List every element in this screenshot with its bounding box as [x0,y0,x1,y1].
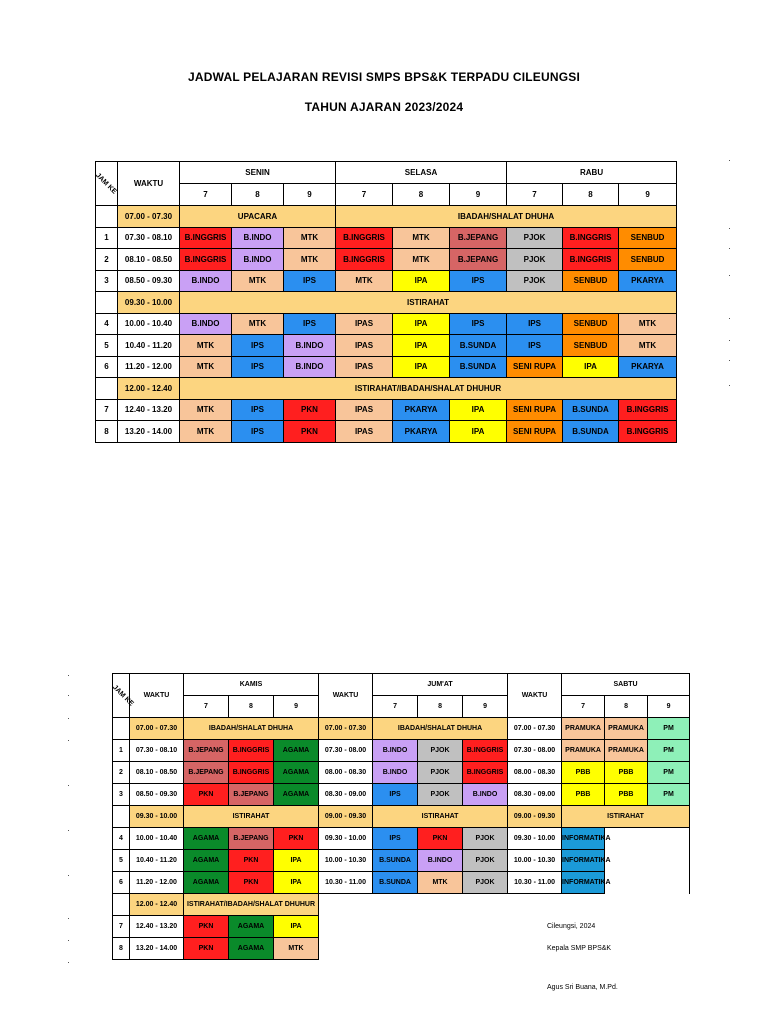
jam-number: 8 [96,421,118,443]
subject-cell: PRAMUKA [605,718,648,740]
subject-cell: SENBUD [563,270,619,292]
subject-cell: IPA [274,872,319,894]
class-header: 7 [184,696,229,718]
subject-cell: IPS [507,313,563,335]
subject-cell: B.INDO [463,784,508,806]
subject-cell: INFORMATIKA [562,828,605,850]
jam-number: 3 [113,784,130,806]
class-header: 9 [450,184,507,206]
subject-cell: MTK [284,227,336,249]
class-header: 7 [180,184,232,206]
subject-cell: PKN [184,938,229,960]
subject-cell: MTK [619,313,677,335]
subject-cell: PKARYA [619,270,677,292]
table-row [96,206,677,228]
subject-cell: PKN [184,784,229,806]
page-title: JADWAL PELAJARAN REVISI SMPS BPS&K TERPADU CILEUNGSI [187,70,580,84]
waktu-cell: 10.00 - 10.30 [319,850,373,872]
jam-number: 1 [113,740,130,762]
subject-cell: IPA [450,421,507,443]
jam-ke-header [96,162,118,206]
jam-number [113,718,130,740]
jam-number: 7 [96,399,118,421]
margin-dot [68,718,69,719]
waktu-cell: 12.40 - 13.20 [130,916,184,938]
subject-cell: PKARYA [393,399,450,421]
subject-cell: PM [648,762,690,784]
class-header: 8 [229,696,274,718]
waktu-cell: 10.30 - 11.00 [508,872,562,894]
subject-cell: B.JEPANG [184,740,229,762]
subject-cell: B.SUNDA [450,356,507,378]
jam-number: 2 [96,249,118,271]
subject-cell: IPA [393,335,450,357]
subject-cell: B.INDO [418,850,463,872]
subject-cell: PJOK [418,762,463,784]
class-header: 8 [232,184,284,206]
table-row [113,894,690,916]
table-row [96,292,677,314]
subject-cell: B.INGGRIS [336,249,393,271]
subject-cell: MTK [393,227,450,249]
subject-cell: PJOK [507,270,563,292]
subject-cell: PM [648,784,690,806]
subject-cell: MTK [180,421,232,443]
margin-dot [729,275,730,276]
subject-cell: B.JEPANG [450,249,507,271]
table-row [96,270,677,292]
jam-number [113,894,130,916]
subject-cell: PKN [418,828,463,850]
subject-cell: SENBUD [563,335,619,357]
waktu-cell: 09.00 - 09.30 [508,806,562,828]
table-row [113,740,690,762]
waktu-cell: 12.00 - 12.40 [130,894,184,916]
margin-dot [68,940,69,941]
waktu-cell: 08.50 - 09.30 [130,784,184,806]
subject-cell: PBB [562,762,605,784]
subject-cell: PJOK [463,872,508,894]
subject-cell: AGAMA [184,850,229,872]
waktu-cell: 10.40 - 11.20 [130,850,184,872]
margin-dot [68,875,69,876]
subject-cell: SENI RUPA [507,399,563,421]
subject-cell: MTK [232,270,284,292]
subject-cell: IPAS [336,313,393,335]
waktu-header: WAKTU [118,162,180,206]
subject-cell: SENI RUPA [507,421,563,443]
subject-cell: PRAMUKA [562,740,605,762]
subject-cell: MTK [180,335,232,357]
subject-cell: IPS [373,784,418,806]
table-row [96,335,677,357]
subject-cell: PM [648,718,690,740]
subject-cell: PJOK [463,828,508,850]
empty-cell [319,894,690,916]
class-header: 8 [393,184,450,206]
subject-cell: MTK [284,249,336,271]
waktu-cell: 09.30 - 10.00 [118,292,180,314]
day-header: SENIN [180,162,336,184]
page-subtitle: TAHUN AJARAN 2023/2024 [304,100,464,114]
jam-number: 2 [113,762,130,784]
subject-cell: IPAS [336,399,393,421]
waktu-cell: 07.30 - 08.00 [508,740,562,762]
jam-number [96,206,118,228]
subject-cell: IPS [507,335,563,357]
class-header: 9 [463,696,508,718]
class-header: 8 [418,696,463,718]
schedule-table-mon-wed [95,161,677,443]
subject-cell: MTK [336,270,393,292]
jam-number [96,378,118,400]
schedule-table-thu-sat [112,673,690,960]
subject-cell: IPA [563,356,619,378]
subject-cell: PKN [229,850,274,872]
day-header: SABTU [562,674,690,696]
waktu-cell: 09.30 - 10.00 [508,828,562,850]
class-header: 7 [562,696,605,718]
waktu-cell: 07.30 - 08.10 [130,740,184,762]
subject-cell: MTK [619,335,677,357]
margin-dot [68,830,69,831]
break-cell: IBADAH/SHALAT DHUHA [373,718,508,740]
waktu-cell: 12.40 - 13.20 [118,399,180,421]
subject-cell: B.INDO [232,227,284,249]
subject-cell: PJOK [418,784,463,806]
subject-cell: IPS [232,335,284,357]
subject-cell: AGAMA [274,740,319,762]
subject-cell: MTK [232,313,284,335]
subject-cell: PKN [284,421,336,443]
day-header: RABU [507,162,677,184]
jam-number: 3 [96,270,118,292]
jam-number: 6 [96,356,118,378]
subject-cell: IPS [373,828,418,850]
class-header: 7 [373,696,418,718]
subject-cell: B.INGGRIS [563,249,619,271]
jam-number: 7 [113,916,130,938]
empty-cell [319,938,690,960]
subject-cell: B.INDO [373,762,418,784]
waktu-cell: 11.20 - 12.00 [130,872,184,894]
subject-cell: B.INDO [232,249,284,271]
margin-dot [68,695,69,696]
waktu-cell: 13.20 - 14.00 [118,421,180,443]
subject-cell: IPA [274,850,319,872]
subject-cell: AGAMA [274,762,319,784]
subject-cell: PBB [605,762,648,784]
subject-cell: PBB [562,784,605,806]
subject-cell: B.SUNDA [450,335,507,357]
waktu-cell: 10.00 - 10.30 [508,850,562,872]
jam-number: 5 [96,335,118,357]
jam-number: 4 [113,828,130,850]
waktu-cell: 13.20 - 14.00 [130,938,184,960]
subject-cell: B.JEPANG [229,828,274,850]
margin-dot [729,340,730,341]
signature-position: Kepala SMP BPS&K [547,945,612,952]
waktu-cell: 11.20 - 12.00 [118,356,180,378]
subject-cell: IPAS [336,356,393,378]
subject-cell: B.JEPANG [450,227,507,249]
subject-cell: IPA [274,916,319,938]
subject-cell: SENI RUPA [507,356,563,378]
table-row [96,313,677,335]
break-cell: UPACARA [180,206,336,228]
subject-cell: MTK [418,872,463,894]
break-cell: ISTIRAHAT [562,806,690,828]
waktu-cell: 12.00 - 12.40 [118,378,180,400]
subject-cell: PKN [184,916,229,938]
subject-cell: INFORMATIKA [562,872,605,894]
subject-cell: SENBUD [619,249,677,271]
class-header: 8 [605,696,648,718]
subject-cell: IPS [450,313,507,335]
table-row [96,421,677,443]
signature-place-date: Cileungsi, 2024 [547,923,596,930]
waktu-cell: 10.30 - 11.00 [319,872,373,894]
jam-number: 6 [113,872,130,894]
break-cell: ISTIRAHAT [180,292,677,314]
jam-number: 8 [113,938,130,960]
subject-cell: PBB [605,784,648,806]
subject-cell: B.JEPANG [229,784,274,806]
margin-dot [729,385,730,386]
subject-cell: MTK [180,399,232,421]
waktu-cell: 10.00 - 10.40 [130,828,184,850]
waktu-cell: 08.00 - 08.30 [319,762,373,784]
subject-cell: IPA [450,399,507,421]
subject-cell: B.INGGRIS [463,762,508,784]
subject-cell: PM [648,740,690,762]
margin-dot [68,675,69,676]
table-row [96,356,677,378]
margin-dot [68,785,69,786]
empty-cell [319,916,690,938]
margin-dot [729,228,730,229]
subject-cell: AGAMA [184,872,229,894]
day-header: KAMIS [184,674,319,696]
jam-ke-label: JAM KE [111,684,135,708]
subject-cell: B.INDO [284,335,336,357]
waktu-cell: 07.00 - 07.30 [508,718,562,740]
table-row [96,378,677,400]
subject-cell: AGAMA [229,916,274,938]
class-header: 9 [648,696,690,718]
jam-number [96,292,118,314]
table-row [96,399,677,421]
subject-cell: B.JEPANG [184,762,229,784]
subject-cell: B.SUNDA [563,399,619,421]
margin-dot [729,160,730,161]
subject-cell: IPA [393,313,450,335]
subject-cell: B.INGGRIS [229,740,274,762]
break-cell: ISTIRAHAT/IBADAH/SHALAT DHUHUR [180,378,677,400]
waktu-cell: 07.30 - 08.10 [118,227,180,249]
jam-number: 4 [96,313,118,335]
margin-dot [729,248,730,249]
break-cell: ISTIRAHAT [373,806,508,828]
subject-cell: B.SUNDA [563,421,619,443]
subject-cell: IPAS [336,421,393,443]
empty-cell [605,872,690,894]
class-header: 9 [284,184,336,206]
subject-cell: IPS [232,356,284,378]
subject-cell: B.INGGRIS [619,421,677,443]
class-header: 7 [507,184,563,206]
waktu-cell: 07.30 - 08.00 [319,740,373,762]
jam-ke-label: JAM KE [94,172,118,196]
subject-cell: PKARYA [393,421,450,443]
table-row [113,916,690,938]
table-row [96,227,677,249]
subject-cell: SENBUD [563,313,619,335]
signature-name: Agus Sri Buana, M.Pd. [547,984,618,991]
table-row [113,806,690,828]
subject-cell: PKN [229,872,274,894]
margin-dot [68,740,69,741]
table-row [113,784,690,806]
subject-cell: IPS [284,313,336,335]
subject-cell: IPA [393,270,450,292]
subject-cell: MTK [274,938,319,960]
class-header: 8 [563,184,619,206]
table-row [113,718,690,740]
subject-cell: B.INDO [180,313,232,335]
table-row [113,828,690,850]
table-row [96,249,677,271]
subject-cell: PKARYA [619,356,677,378]
subject-cell: B.INGGRIS [336,227,393,249]
class-header: 7 [336,184,393,206]
subject-cell: PJOK [507,227,563,249]
waktu-cell: 07.00 - 07.30 [319,718,373,740]
day-header: SELASA [336,162,507,184]
break-cell: IBADAH/SHALAT DHUHA [184,718,319,740]
subject-cell: MTK [393,249,450,271]
jam-number: 1 [96,227,118,249]
table-row [113,850,690,872]
jam-number [113,806,130,828]
subject-cell: IPS [232,399,284,421]
waktu-cell: 08.50 - 09.30 [118,270,180,292]
table-row [113,872,690,894]
waktu-cell: 09.30 - 10.00 [319,828,373,850]
subject-cell: IPAS [336,335,393,357]
subject-cell: B.INGGRIS [180,249,232,271]
subject-cell: PKN [284,399,336,421]
waktu-cell: 09.30 - 10.00 [130,806,184,828]
subject-cell: IPS [284,270,336,292]
subject-cell: PRAMUKA [562,718,605,740]
break-cell: ISTIRAHAT [184,806,319,828]
subject-cell: PJOK [418,740,463,762]
jam-ke-header [111,674,135,718]
margin-dot [68,918,69,919]
subject-cell: PJOK [463,850,508,872]
waktu-cell: 07.00 - 07.30 [118,206,180,228]
subject-cell: INFORMATIKA [562,850,605,872]
waktu-cell: 08.30 - 09.00 [319,784,373,806]
subject-cell: B.SUNDA [373,850,418,872]
class-header: 9 [619,184,677,206]
waktu-header: WAKTU [130,674,184,718]
subject-cell: PRAMUKA [605,740,648,762]
margin-dot [68,962,69,963]
waktu-cell: 10.00 - 10.40 [118,313,180,335]
waktu-cell: 08.10 - 08.50 [118,249,180,271]
jam-number: 5 [113,850,130,872]
day-header: JUM'AT [373,674,508,696]
subject-cell: IPS [450,270,507,292]
break-cell: IBADAH/SHALAT DHUHA [336,206,677,228]
subject-cell: B.INGGRIS [229,762,274,784]
waktu-cell: 08.00 - 08.30 [508,762,562,784]
empty-cell [605,850,690,872]
waktu-header: WAKTU [508,674,562,718]
table-row [113,762,690,784]
subject-cell: PKN [274,828,319,850]
subject-cell: B.INDO [284,356,336,378]
subject-cell: PJOK [507,249,563,271]
subject-cell: AGAMA [274,784,319,806]
waktu-header: WAKTU [319,674,373,718]
empty-cell [605,828,690,850]
subject-cell: SENBUD [619,227,677,249]
subject-cell: AGAMA [229,938,274,960]
subject-cell: MTK [180,356,232,378]
waktu-cell: 08.10 - 08.50 [130,762,184,784]
subject-cell: B.INGGRIS [180,227,232,249]
waktu-cell: 09.00 - 09.30 [319,806,373,828]
waktu-cell: 10.40 - 11.20 [118,335,180,357]
subject-cell: B.INDO [373,740,418,762]
subject-cell: B.SUNDA [373,872,418,894]
waktu-cell: 07.00 - 07.30 [130,718,184,740]
subject-cell: IPS [232,421,284,443]
waktu-cell: 08.30 - 09.00 [508,784,562,806]
subject-cell: AGAMA [184,828,229,850]
break-cell: ISTIRAHAT/IBADAH/SHALAT DHUHUR [184,894,319,916]
subject-cell: B.INDO [180,270,232,292]
margin-dot [729,318,730,319]
margin-dot [729,360,730,361]
subject-cell: IPA [393,356,450,378]
subject-cell: B.INGGRIS [563,227,619,249]
subject-cell: B.INGGRIS [619,399,677,421]
class-header: 9 [274,696,319,718]
subject-cell: B.INGGRIS [463,740,508,762]
